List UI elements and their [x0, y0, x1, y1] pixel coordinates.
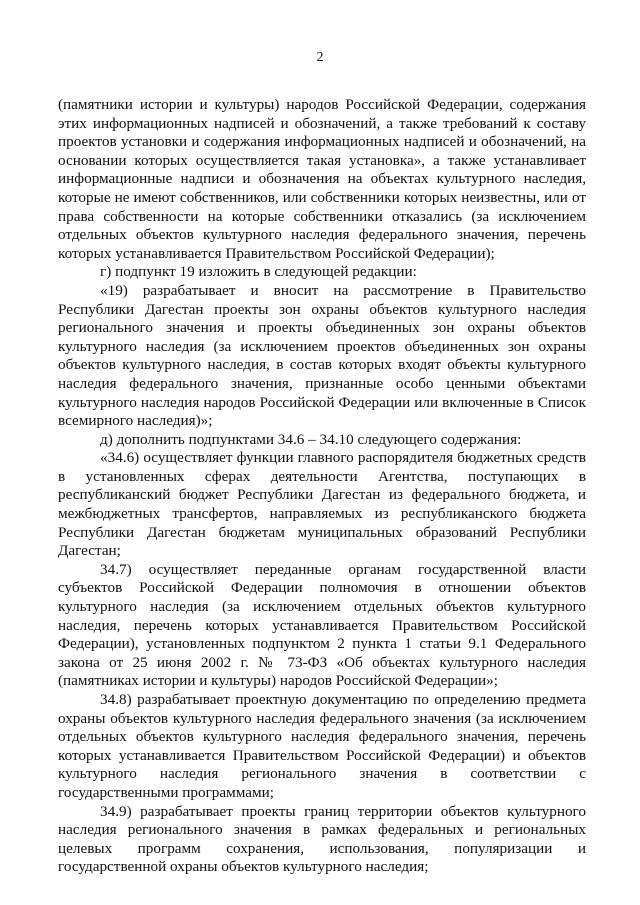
paragraph-subpoint-g: г) подпункт 19 изложить в следующей редакции: [100, 263, 417, 281]
paragraph-item-34-8: 34.8) разрабатывает проектную документацию по определению предмета охраны объектов культурного наследия федерального значения (за исключением отдельных объектов культурного наследия федерального значения, перечень которых устанавливается Правительством Российской Федерации) и объектов культурного наследия регионального значения в соответствии с государственными программами; [58, 691, 586, 801]
page-number: 2 [316, 50, 324, 65]
document-body [58, 96, 586, 877]
paragraph-item-34-9: 34.9) разрабатывает проекты границ территории объектов культурного наследия регионального значения в рамках федеральных и региональных целевых программ сохранения, использования, популяризации и государственной охраны объектов культурного наследия; [58, 802, 586, 876]
paragraph-subpoint-d: д) дополнить подпунктами 34.6 – 34.10 следующего содержания: [100, 430, 522, 448]
paragraph-item-34-6: «34.6) осуществляет функции главного распорядителя бюджетных средств в установленных сферах деятельности Агентства, поступающих в республиканский бюджет Республики Дагестан из федерального бюджета, и межбюджетных трансфертов, направляемых из республиканского бюджета Республики Дагестан бюджетам муниципальных образований Республики Дагестан; [58, 449, 586, 560]
paragraph-continuation: (памятники истории и культуры) народов Российской Федерации, содержания этих информационных надписей и обозначений, а также требований к составу проектов установки и содержания информационных надписей и обозначений, на основании которых осуществляется такая установка», а также устанавливает информационные надписи и обозначения на объектах культурного наследия, которые не имеют собственников, или собственники которых неизвестны, или от права собственности на которые собственники отказались (за исключением отдельных объектов культурного наследия федерального значения, перечень которых устанавливается Правительством Российской Федерации); [58, 96, 586, 262]
paragraph-item-34-7: 34.7) осуществляет переданные органам государственной власти субъектов Российской Федерации полномочия в отношении объектов культурного наследия (за исключением отдельных объектов культурного наследия, перечень которых устанавливается Правительством Российской Федерации), установленных подпунктом 2 пункта 1 статьи 9.1 Федерального закона от 25 июня 2002 г. № 73-ФЗ «Об объектах культурного наследия (памятниках истории и культуры) народов Российской Федерации»; [58, 560, 586, 690]
paragraph-item-19: «19) разрабатывает и вносит на рассмотрение в Правительство Республики Дагестан проекты зон охраны объектов культурного наследия регионального значения и проекты объединенных зон охраны объектов культурного наследия (за исключением проектов объединенных зон охраны объектов культурного наследия, в состав которых входят объекты культурного наследия федерального значения, признанные особо ценными объектами культурного наследия народов Российской Федерации или включенные в Список всемирного наследия)»; [58, 281, 586, 430]
